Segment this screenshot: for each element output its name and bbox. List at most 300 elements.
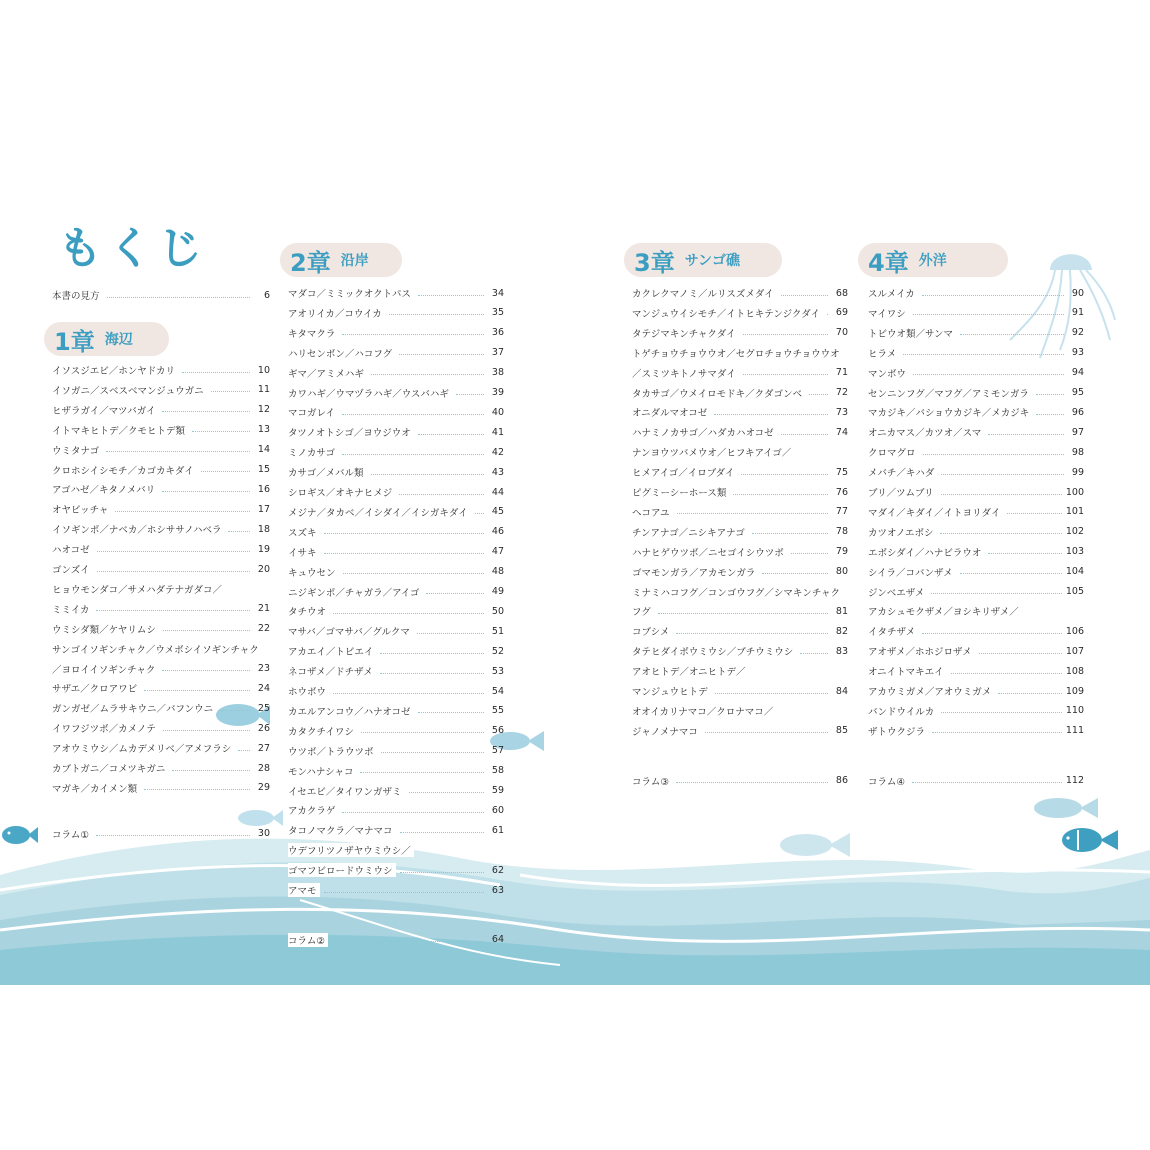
leader-dots xyxy=(324,892,484,893)
entry-page: 84 xyxy=(835,685,848,697)
entry-title: サザエ／クロアワビ xyxy=(52,681,140,695)
entry-page: 59 xyxy=(491,785,504,796)
entry-title: ピグミーシーホース類 xyxy=(632,485,729,499)
leader-dots xyxy=(333,693,484,694)
entry-title: ネコザメ／ドチザメ xyxy=(288,664,376,678)
toc-row[interactable] xyxy=(868,585,1084,599)
entry-page: 34 xyxy=(491,287,504,299)
toc-row[interactable] xyxy=(52,522,270,536)
leader-dots xyxy=(743,374,828,375)
entry-page: 111 xyxy=(1065,725,1084,737)
entry-title: スルメイカ xyxy=(868,286,918,300)
toc-row[interactable] xyxy=(52,502,270,516)
entry-page: 81 xyxy=(835,605,848,617)
entry-title: フグ xyxy=(632,604,654,618)
toc-row[interactable] xyxy=(868,644,1084,658)
leader-dots xyxy=(827,314,828,315)
chapter-4-heading xyxy=(858,243,1008,277)
toc-row[interactable] xyxy=(868,664,1084,678)
toc-row[interactable] xyxy=(868,485,1084,499)
leader-dots xyxy=(658,613,828,614)
entry-title: 本書の見方 xyxy=(52,288,103,302)
toc-row[interactable] xyxy=(288,684,504,698)
entry-page: 50 xyxy=(491,605,504,617)
toc-row[interactable] xyxy=(288,863,504,877)
entry-page: 23 xyxy=(257,663,270,674)
toc-row[interactable] xyxy=(868,346,1084,360)
toc-row[interactable] xyxy=(52,622,270,636)
entry-page: 97 xyxy=(1071,426,1084,438)
toc-row[interactable] xyxy=(52,562,270,576)
toc-row[interactable] xyxy=(632,604,848,618)
chapter-number: 4章 xyxy=(868,248,909,277)
entry-title: マカジキ／バショウカジキ／メカジキ xyxy=(868,405,1032,419)
toc-row[interactable] xyxy=(52,383,270,397)
toc-row[interactable] xyxy=(868,425,1084,439)
toc-row[interactable] xyxy=(632,644,848,658)
entry-page: 73 xyxy=(835,406,848,418)
toc-row[interactable] xyxy=(632,664,848,678)
entry-page: 95 xyxy=(1071,387,1084,398)
toc-row[interactable] xyxy=(868,286,1084,300)
toc-row[interactable] xyxy=(632,485,848,499)
toc-row[interactable] xyxy=(288,445,504,459)
entry-title: ウミシダ類／ケヤリムシ xyxy=(52,622,159,636)
toc-row[interactable] xyxy=(868,306,1084,320)
entry-title: トゲチョウチョウウオ／セグロチョウチョウウオ xyxy=(632,346,843,360)
entry-page: 94 xyxy=(1071,367,1084,379)
toc-row[interactable] xyxy=(52,403,270,417)
entry-title: ハナミノカサゴ／ハダカハオコゼ xyxy=(632,425,777,439)
leader-dots xyxy=(192,431,250,432)
entry-page: 41 xyxy=(491,426,504,438)
toc-row[interactable] xyxy=(868,525,1084,539)
toc-row[interactable] xyxy=(52,781,270,795)
leader-dots xyxy=(922,295,1064,296)
fish-icon xyxy=(0,815,40,855)
toc-row[interactable] xyxy=(868,405,1084,419)
toc-row[interactable] xyxy=(868,565,1084,579)
leader-dots xyxy=(332,941,484,942)
toc-row[interactable] xyxy=(52,482,270,496)
toc-row[interactable] xyxy=(632,774,848,788)
entry-title: ミノカサゴ xyxy=(288,445,338,459)
toc-row[interactable] xyxy=(288,585,504,599)
leader-dots xyxy=(715,693,828,694)
fish-icon xyxy=(1030,793,1100,823)
toc-row[interactable] xyxy=(52,423,270,437)
fish-icon xyxy=(776,828,852,862)
toc-row[interactable] xyxy=(288,843,504,857)
toc-row[interactable] xyxy=(52,542,270,556)
toc-row[interactable] xyxy=(632,505,848,519)
leader-dots xyxy=(201,471,250,472)
entry-page: 103 xyxy=(1065,546,1084,558)
entry-page: 16 xyxy=(257,483,270,495)
leader-dots xyxy=(360,772,484,773)
toc-row[interactable] xyxy=(632,366,848,380)
entry-page: 36 xyxy=(491,327,504,339)
toc-row[interactable] xyxy=(288,565,504,579)
entry-page: 48 xyxy=(491,566,504,578)
leader-dots xyxy=(998,693,1062,694)
toc-row[interactable] xyxy=(868,704,1084,718)
leader-dots xyxy=(361,732,484,733)
entry-title: オニイトマキエイ xyxy=(868,664,947,678)
entry-page: 24 xyxy=(257,682,270,694)
entry-title: ウデフリツノザヤウミウシ／ xyxy=(288,843,414,857)
leader-dots xyxy=(399,494,484,495)
entry-title: アオリイカ／コウイカ xyxy=(288,306,385,320)
entry-page: 100 xyxy=(1065,486,1084,498)
entry-page: 69 xyxy=(835,307,848,319)
toc-row[interactable] xyxy=(632,445,848,459)
chapter-1-list xyxy=(52,363,270,841)
entry-title: アオヒトデ／オニヒトデ／ xyxy=(632,664,749,678)
leader-dots xyxy=(380,653,484,654)
toc-row[interactable] xyxy=(632,684,848,698)
leader-dots xyxy=(163,630,250,631)
toc-row[interactable] xyxy=(288,525,504,539)
entry-page: 46 xyxy=(491,526,504,538)
entry-title: ジンベエザメ xyxy=(868,585,927,599)
toc-row[interactable] xyxy=(288,803,504,817)
entry-page: 70 xyxy=(835,327,848,339)
chapter-theme: 沿岸 xyxy=(340,253,369,269)
entry-title: スズキ xyxy=(288,525,320,539)
entry-title: モンハナシャコ xyxy=(288,764,356,778)
toc-row[interactable] xyxy=(868,505,1084,519)
entry-title: ヒョウモンダコ／サメハダテナガダコ／ xyxy=(52,582,225,596)
entry-page: 39 xyxy=(491,387,504,398)
leader-dots xyxy=(380,673,484,674)
leader-dots xyxy=(333,613,484,614)
entry-title: オニカマス／カツオ／スマ xyxy=(868,425,984,439)
chapter-number: 2章 xyxy=(290,248,331,277)
toc-row[interactable] xyxy=(288,933,504,947)
leader-dots xyxy=(941,494,1062,495)
toc-row[interactable] xyxy=(632,465,848,479)
leader-dots xyxy=(399,354,484,355)
toc-row[interactable] xyxy=(288,604,504,618)
entry-page: 104 xyxy=(1065,566,1084,578)
entry-page: 54 xyxy=(491,685,504,697)
entry-page: 40 xyxy=(491,406,504,418)
entry-page: 78 xyxy=(835,526,848,538)
chapter-number: 3章 xyxy=(634,248,675,277)
entry-page: 17 xyxy=(257,503,270,515)
entry-title: ヒザラガイ／マツバガイ xyxy=(52,403,158,417)
toc-row[interactable] xyxy=(52,701,270,715)
entry-page: 29 xyxy=(257,782,270,794)
toc-row[interactable] xyxy=(632,326,848,340)
entry-page: 52 xyxy=(491,645,504,657)
toc-row[interactable] xyxy=(52,642,270,656)
leader-dots xyxy=(903,354,1064,355)
entry-page: 42 xyxy=(491,446,504,458)
toc-row[interactable] xyxy=(288,505,504,519)
leader-dots xyxy=(923,454,1064,455)
entry-title: マダイ／キダイ／イトヨリダイ xyxy=(868,505,1003,519)
toc-row[interactable] xyxy=(288,883,504,897)
toc-row[interactable] xyxy=(632,525,848,539)
entry-title: ニジギンポ／チャガラ／アイゴ xyxy=(288,585,422,599)
entry-title: キタマクラ xyxy=(288,326,338,340)
toc-row[interactable] xyxy=(288,286,504,300)
chapter-theme: 外洋 xyxy=(918,253,947,269)
toc-row[interactable] xyxy=(288,485,504,499)
entry-title: ハオコゼ xyxy=(52,542,93,556)
entry-title: イソスジエビ／ホンヤドカリ xyxy=(52,363,178,377)
toc-row[interactable] xyxy=(288,764,504,778)
toc-row[interactable] xyxy=(288,644,504,658)
entry-page: 74 xyxy=(835,426,848,438)
leader-dots xyxy=(211,391,250,392)
entry-title: マンジュウイシモチ／イトヒキテンジクダイ xyxy=(632,306,823,320)
entry-title: オオイカリナマコ／クロナマコ／ xyxy=(632,704,776,718)
leader-dots xyxy=(960,334,1064,335)
entry-title: ヘコアユ xyxy=(632,505,673,519)
toc-row[interactable] xyxy=(632,386,848,400)
toc-row[interactable] xyxy=(52,288,270,302)
entry-page: 90 xyxy=(1071,287,1084,299)
toc-row[interactable] xyxy=(288,545,504,559)
entry-title: タコノマクラ／マナマコ xyxy=(288,823,396,837)
leader-dots xyxy=(324,533,484,534)
entry-title: イサキ xyxy=(288,545,320,559)
entry-title: マガキ／カイメン類 xyxy=(52,781,140,795)
toc-row[interactable] xyxy=(288,704,504,718)
leader-dots xyxy=(960,573,1062,574)
toc-row[interactable] xyxy=(288,326,504,340)
leader-dots xyxy=(182,372,250,373)
leader-dots xyxy=(809,394,828,395)
toc-row[interactable] xyxy=(868,445,1084,459)
toc-row[interactable] xyxy=(288,465,504,479)
leader-dots xyxy=(932,732,1062,733)
toc-row[interactable] xyxy=(288,744,504,758)
entry-title: ゴマモンガラ／アカモンガラ xyxy=(632,565,758,579)
leader-dots xyxy=(106,451,250,452)
toc-row[interactable] xyxy=(288,823,504,837)
entry-title: トビウオ類／サンマ xyxy=(868,326,956,340)
toc-row[interactable] xyxy=(52,582,270,596)
entry-page: 13 xyxy=(257,424,270,436)
entry-title: マコガレイ xyxy=(288,405,338,419)
toc-row[interactable] xyxy=(868,545,1084,559)
entry-title: アカシュモクザメ／ヨシキリザメ／ xyxy=(868,604,1022,618)
leader-dots xyxy=(922,633,1062,634)
entry-title: ミナミハコフグ／コンゴウフグ／シマキンチャク xyxy=(632,585,843,599)
leader-dots xyxy=(162,491,250,492)
toc-row[interactable] xyxy=(52,681,270,695)
leader-dots xyxy=(940,533,1061,534)
entry-page: 110 xyxy=(1065,705,1084,717)
toc-row[interactable] xyxy=(632,545,848,559)
entry-title: オヤビッチャ xyxy=(52,502,111,516)
toc-row[interactable] xyxy=(868,386,1084,400)
toc-row[interactable] xyxy=(52,662,270,676)
entry-title: センニンフグ／マフグ／アミモンガラ xyxy=(868,386,1032,400)
entry-title: メバチ／キハダ xyxy=(868,465,937,479)
entry-page: 43 xyxy=(491,466,504,478)
entry-title: イタチザメ xyxy=(868,624,918,638)
toc-row[interactable] xyxy=(288,624,504,638)
toc-row[interactable] xyxy=(632,724,848,738)
toc-row[interactable] xyxy=(868,465,1084,479)
toc-row[interactable] xyxy=(52,827,270,841)
entry-page: 10 xyxy=(257,364,270,376)
toc-row[interactable] xyxy=(632,425,848,439)
toc-row[interactable] xyxy=(288,784,504,798)
entry-page: 19 xyxy=(257,543,270,555)
leader-dots xyxy=(913,374,1064,375)
leader-dots xyxy=(342,454,484,455)
entry-title: エボシダイ／ハナビラウオ xyxy=(868,545,984,559)
entry-page: 96 xyxy=(1071,406,1084,418)
toc-row[interactable] xyxy=(632,286,848,300)
toc-row[interactable] xyxy=(632,405,848,419)
toc-row[interactable] xyxy=(288,346,504,360)
entry-page: 6 xyxy=(263,289,270,301)
toc-row[interactable] xyxy=(868,604,1084,618)
toc-row[interactable] xyxy=(288,306,504,320)
leader-dots xyxy=(381,752,484,753)
entry-title: サンゴイソギンチャク／ウメボシイソギンチャク xyxy=(52,642,262,656)
entry-page: 101 xyxy=(1065,506,1084,518)
toc-row[interactable] xyxy=(288,664,504,678)
entry-title: コブシメ xyxy=(632,624,672,638)
toc-row[interactable] xyxy=(868,366,1084,380)
leader-dots xyxy=(342,812,484,813)
entry-page: 75 xyxy=(835,466,848,478)
toc-row[interactable] xyxy=(288,366,504,380)
leader-dots xyxy=(1036,414,1064,415)
leader-dots xyxy=(409,792,484,793)
entry-title: イトマキヒトデ／クモヒトデ類 xyxy=(52,423,188,437)
leader-dots xyxy=(115,511,250,512)
chapter-2-list xyxy=(288,286,504,947)
leader-dots xyxy=(988,434,1064,435)
toc-row[interactable] xyxy=(288,425,504,439)
leader-dots xyxy=(762,573,828,574)
entry-title: カワハギ／ウマヅラハギ／ウスバハギ xyxy=(288,386,452,400)
leader-dots xyxy=(342,334,484,335)
toc-row[interactable] xyxy=(632,624,848,638)
leader-dots xyxy=(162,670,250,671)
leader-dots xyxy=(931,593,1061,594)
chapter-theme: 海辺 xyxy=(104,332,133,348)
leader-dots xyxy=(418,712,484,713)
entry-title: カエルアンコウ／ハナオコゼ xyxy=(288,704,414,718)
toc-row[interactable] xyxy=(52,721,270,735)
leader-dots xyxy=(342,414,484,415)
toc-row[interactable] xyxy=(52,443,270,457)
leader-dots xyxy=(107,297,250,298)
entry-page: 107 xyxy=(1065,645,1084,657)
toc-row[interactable] xyxy=(868,774,1084,788)
toc-row[interactable] xyxy=(288,386,504,400)
entry-page: 44 xyxy=(491,486,504,498)
leader-dots xyxy=(1007,513,1062,514)
leader-dots xyxy=(228,531,250,532)
toc-row[interactable] xyxy=(52,463,270,477)
entry-page: 15 xyxy=(257,464,270,475)
leader-dots xyxy=(371,374,484,375)
toc-row[interactable] xyxy=(868,326,1084,340)
toc-row[interactable] xyxy=(632,565,848,579)
entry-title: カタクチイワシ xyxy=(288,724,357,738)
entry-page: 85 xyxy=(835,725,848,737)
intro-entry xyxy=(52,288,270,302)
entry-page: 62 xyxy=(491,864,504,876)
chapter-theme: サンゴ礁 xyxy=(684,253,741,269)
entry-page: 30 xyxy=(257,828,270,840)
leader-dots xyxy=(752,533,828,534)
entry-title: アゴハゼ／キタノメバリ xyxy=(52,482,158,496)
entry-title: アマモ xyxy=(288,883,320,897)
entry-title: マンジュウヒトデ xyxy=(632,684,711,698)
leader-dots xyxy=(426,593,484,594)
toc-row[interactable] xyxy=(632,346,848,360)
entry-page: 35 xyxy=(491,307,504,319)
toc-row[interactable] xyxy=(52,602,270,616)
toc-row[interactable] xyxy=(868,684,1084,698)
leader-dots xyxy=(162,411,250,412)
leader-dots xyxy=(676,782,828,783)
entry-title: ザトウクジラ xyxy=(868,724,928,738)
toc-row[interactable] xyxy=(632,704,848,718)
entry-page: 11 xyxy=(257,384,270,396)
chapter-3-heading xyxy=(624,243,782,277)
toc-row[interactable] xyxy=(632,306,848,320)
entry-title: ウツボ／トラウツボ xyxy=(288,744,377,758)
entry-title: イセエビ／タイワンガザミ xyxy=(288,784,405,798)
leader-dots xyxy=(951,673,1062,674)
chapter-3-list xyxy=(632,286,848,788)
toc-row[interactable] xyxy=(52,741,270,755)
entry-page: 64 xyxy=(491,934,504,946)
entry-page: 91 xyxy=(1071,307,1084,319)
toc-row[interactable] xyxy=(52,761,270,775)
entry-page: 98 xyxy=(1071,446,1084,458)
entry-page: 106 xyxy=(1065,625,1084,637)
leader-dots xyxy=(705,732,828,733)
leader-dots xyxy=(97,571,250,572)
entry-title: シイラ／コバンザメ xyxy=(868,565,956,579)
page-title: もくじ xyxy=(58,223,208,274)
entry-title: ハナヒゲウツボ／ニセゴイシウツボ xyxy=(632,545,787,559)
entry-page: 76 xyxy=(835,486,848,498)
toc-row[interactable] xyxy=(52,363,270,377)
toc-row[interactable] xyxy=(632,585,848,599)
entry-page: 60 xyxy=(491,804,504,816)
entry-page: 82 xyxy=(835,625,848,637)
entry-title: ガンガゼ／ムラサキウニ／バフンウニ xyxy=(52,701,216,715)
toc-row[interactable] xyxy=(288,405,504,419)
entry-title: チンアナゴ／ニシキアナゴ xyxy=(632,525,748,539)
leader-dots xyxy=(96,610,250,611)
leader-dots xyxy=(743,334,828,335)
entry-page: 61 xyxy=(491,824,504,836)
toc-row[interactable] xyxy=(288,724,504,738)
entry-title: マンボウ xyxy=(868,366,909,380)
toc-row[interactable] xyxy=(868,724,1084,738)
toc-row[interactable] xyxy=(868,624,1084,638)
leader-dots xyxy=(781,295,828,296)
entry-title: マダコ／ミミックオクトパス xyxy=(288,286,414,300)
entry-title: ／スミツキトノサマダイ xyxy=(632,366,739,380)
